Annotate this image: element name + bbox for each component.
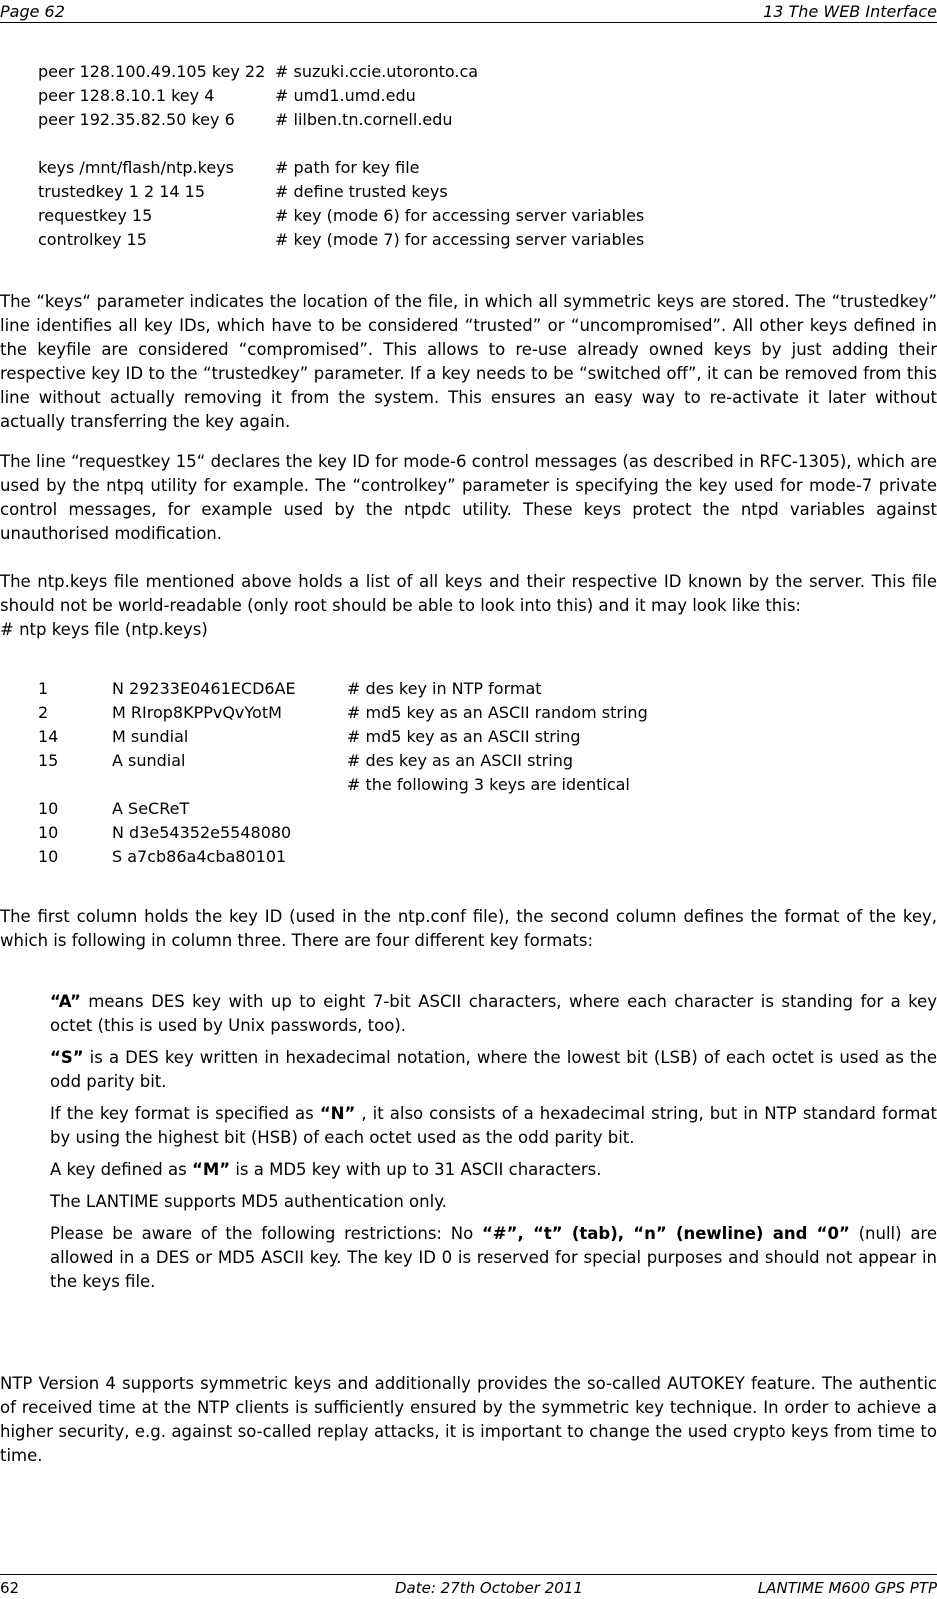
key-value: M RIrop8KPPvQvYotM (112, 703, 282, 722)
config-command: trustedkey 1 2 14 15 (38, 182, 206, 201)
key-id: 15 (38, 751, 59, 770)
config-command: peer 128.100.49.105 key 22 (38, 62, 266, 81)
format-n-text: , it also consists of a hexadecimal string, but in NTP standard format by using the highest bit (HSB) of each octet used as the odd parity bit. (50, 1104, 937, 1147)
key-columns-paragraph: The first column holds the key ID (used in the ntp.conf file), the second column defines the format of the key, which is following in column three. There are four different key formats: (0, 907, 937, 950)
key-id: 10 (38, 823, 59, 842)
restrictions-item (50, 1222, 937, 1294)
page-header (0, 0, 937, 23)
page-footer (0, 1574, 937, 1599)
key-comment: # md5 key as an ASCII random string (347, 703, 648, 722)
restrictions-prefix: Please be aware of the following restrictions: No (50, 1224, 482, 1243)
config-comment: # key (mode 6) for accessing server variables (275, 206, 645, 225)
format-s-item (50, 1046, 937, 1094)
key-value: A SeCReT (112, 799, 190, 818)
format-s-label: “S” (50, 1048, 84, 1067)
config-command: requestkey 15 (38, 206, 153, 225)
config-command: peer 128.8.10.1 key 4 (38, 86, 215, 105)
format-n-item (50, 1102, 937, 1150)
header-page-label: Page 62 (0, 2, 65, 21)
config-command: keys /mnt/flash/ntp.keys (38, 158, 234, 177)
footer-product: LANTIME M600 GPS PTP (757, 1579, 937, 1597)
key-comment: # des key as an ASCII string (347, 751, 573, 770)
format-n-label: “N” (319, 1104, 356, 1123)
key-id: 14 (38, 727, 59, 746)
key-comment: # the following 3 keys are identical (347, 775, 630, 794)
format-s-text: is a DES key written in hexadecimal notation, where the lowest bit (LSB) of each octet is used as the odd parity bit. (50, 1048, 937, 1091)
requestkey-paragraph: The line “requestkey 15“ declares the key ID for mode-6 control messages (as described in RFC-1305), which are used by the ntpq utility for example. The “controlkey” parameter is specifying the key used for mode-7 private control messages, for example used by the ntpdc utility. These keys protect the ntpd variables against unauthorised modification. (0, 452, 937, 543)
format-m-label: “M” (191, 1160, 231, 1179)
key-id: 2 (38, 703, 49, 722)
format-m-prefix: A key defined as (50, 1160, 192, 1179)
config-comment: # key (mode 7) for accessing server variables (275, 230, 645, 249)
key-id: 1 (38, 679, 49, 698)
header-section-title: 13 The WEB Interface (763, 2, 937, 21)
config-command: controlkey 15 (38, 230, 147, 249)
config-comment: # lilben.tn.cornell.edu (275, 110, 453, 129)
format-n-prefix: If the key format is specified as (50, 1104, 320, 1123)
key-value: N d3e54352e5548080 (112, 823, 292, 842)
key-value: M sundial (112, 727, 189, 746)
key-comment: # des key in NTP format (347, 679, 542, 698)
format-m-item (50, 1158, 937, 1182)
key-id: 10 (38, 799, 59, 818)
lantime-md5-note: The LANTIME supports MD5 authentication only. (50, 1192, 447, 1211)
format-a-item (50, 990, 937, 1038)
key-value: N 29233E0461ECD6AE (112, 679, 296, 698)
ntp-keys-file-paragraph: The ntp.keys file mentioned above holds a list of all keys and their respective ID known by the server. This file should not be world-readable (only root should be able to look into this) and it may look like this: (0, 572, 937, 615)
footer-page-number: 62 (0, 1579, 20, 1597)
format-a-text: means DES key with up to eight 7-bit ASCII characters, where each character is standing for a key octet (this is used by Unix passwords, too). (50, 992, 937, 1035)
config-command: peer 192.35.82.50 key 6 (38, 110, 235, 129)
ntp-keys-file-heading: # ntp keys file (ntp.keys) (0, 620, 208, 639)
format-m-text: is a MD5 key with up to 31 ASCII characters. (230, 1160, 602, 1179)
autokey-paragraph: NTP Version 4 supports symmetric keys and additionally provides the so-called AUTOKEY feature. The authentic of received time at the NTP clients is sufficiently ensured by the symmetric key technique. In order to achieve a higher security, e.g. against so-called replay attacks, it is important to change the used crypto keys from time to time. (0, 1374, 937, 1465)
restrictions-text: (null) are allowed in a DES or MD5 ASCII key. The key ID 0 is reserved for special purposes and should not appear in the keys file. (50, 1224, 937, 1291)
config-comment: # path for key file (275, 158, 420, 177)
footer-date: Date: 27th October 2011 (395, 1579, 583, 1597)
config-comment: # define trusted keys (275, 182, 448, 201)
restricted-characters: “#”, “t” (tab), “n” (newline) and “0” (481, 1224, 850, 1243)
keys-parameter-paragraph: The “keys“ parameter indicates the location of the file, in which all symmetric keys are stored. The “trustedkey” line identifies all key IDs, which have to be considered “trusted” or “uncompromised”. All other keys defined in the keyfile are considered “compromised”. This allows to re-use already owned keys by just adding their respective key ID to the “trustedkey” parameter. If a key needs to be “switched off”, it can be removed from this line without actually removing it from the system. This ensures an easy way to re-activate it later without actually transferring the key again. (0, 292, 937, 431)
key-value: A sundial (112, 751, 186, 770)
key-id: 10 (38, 847, 59, 866)
config-comment: # umd1.umd.edu (275, 86, 416, 105)
key-format-list (50, 990, 937, 1302)
format-a-label: “A” (50, 992, 81, 1011)
config-comment: # suzuki.ccie.utoronto.ca (275, 62, 479, 81)
key-value: S a7cb86a4cba80101 (112, 847, 287, 866)
key-comment: # md5 key as an ASCII string (347, 727, 581, 746)
